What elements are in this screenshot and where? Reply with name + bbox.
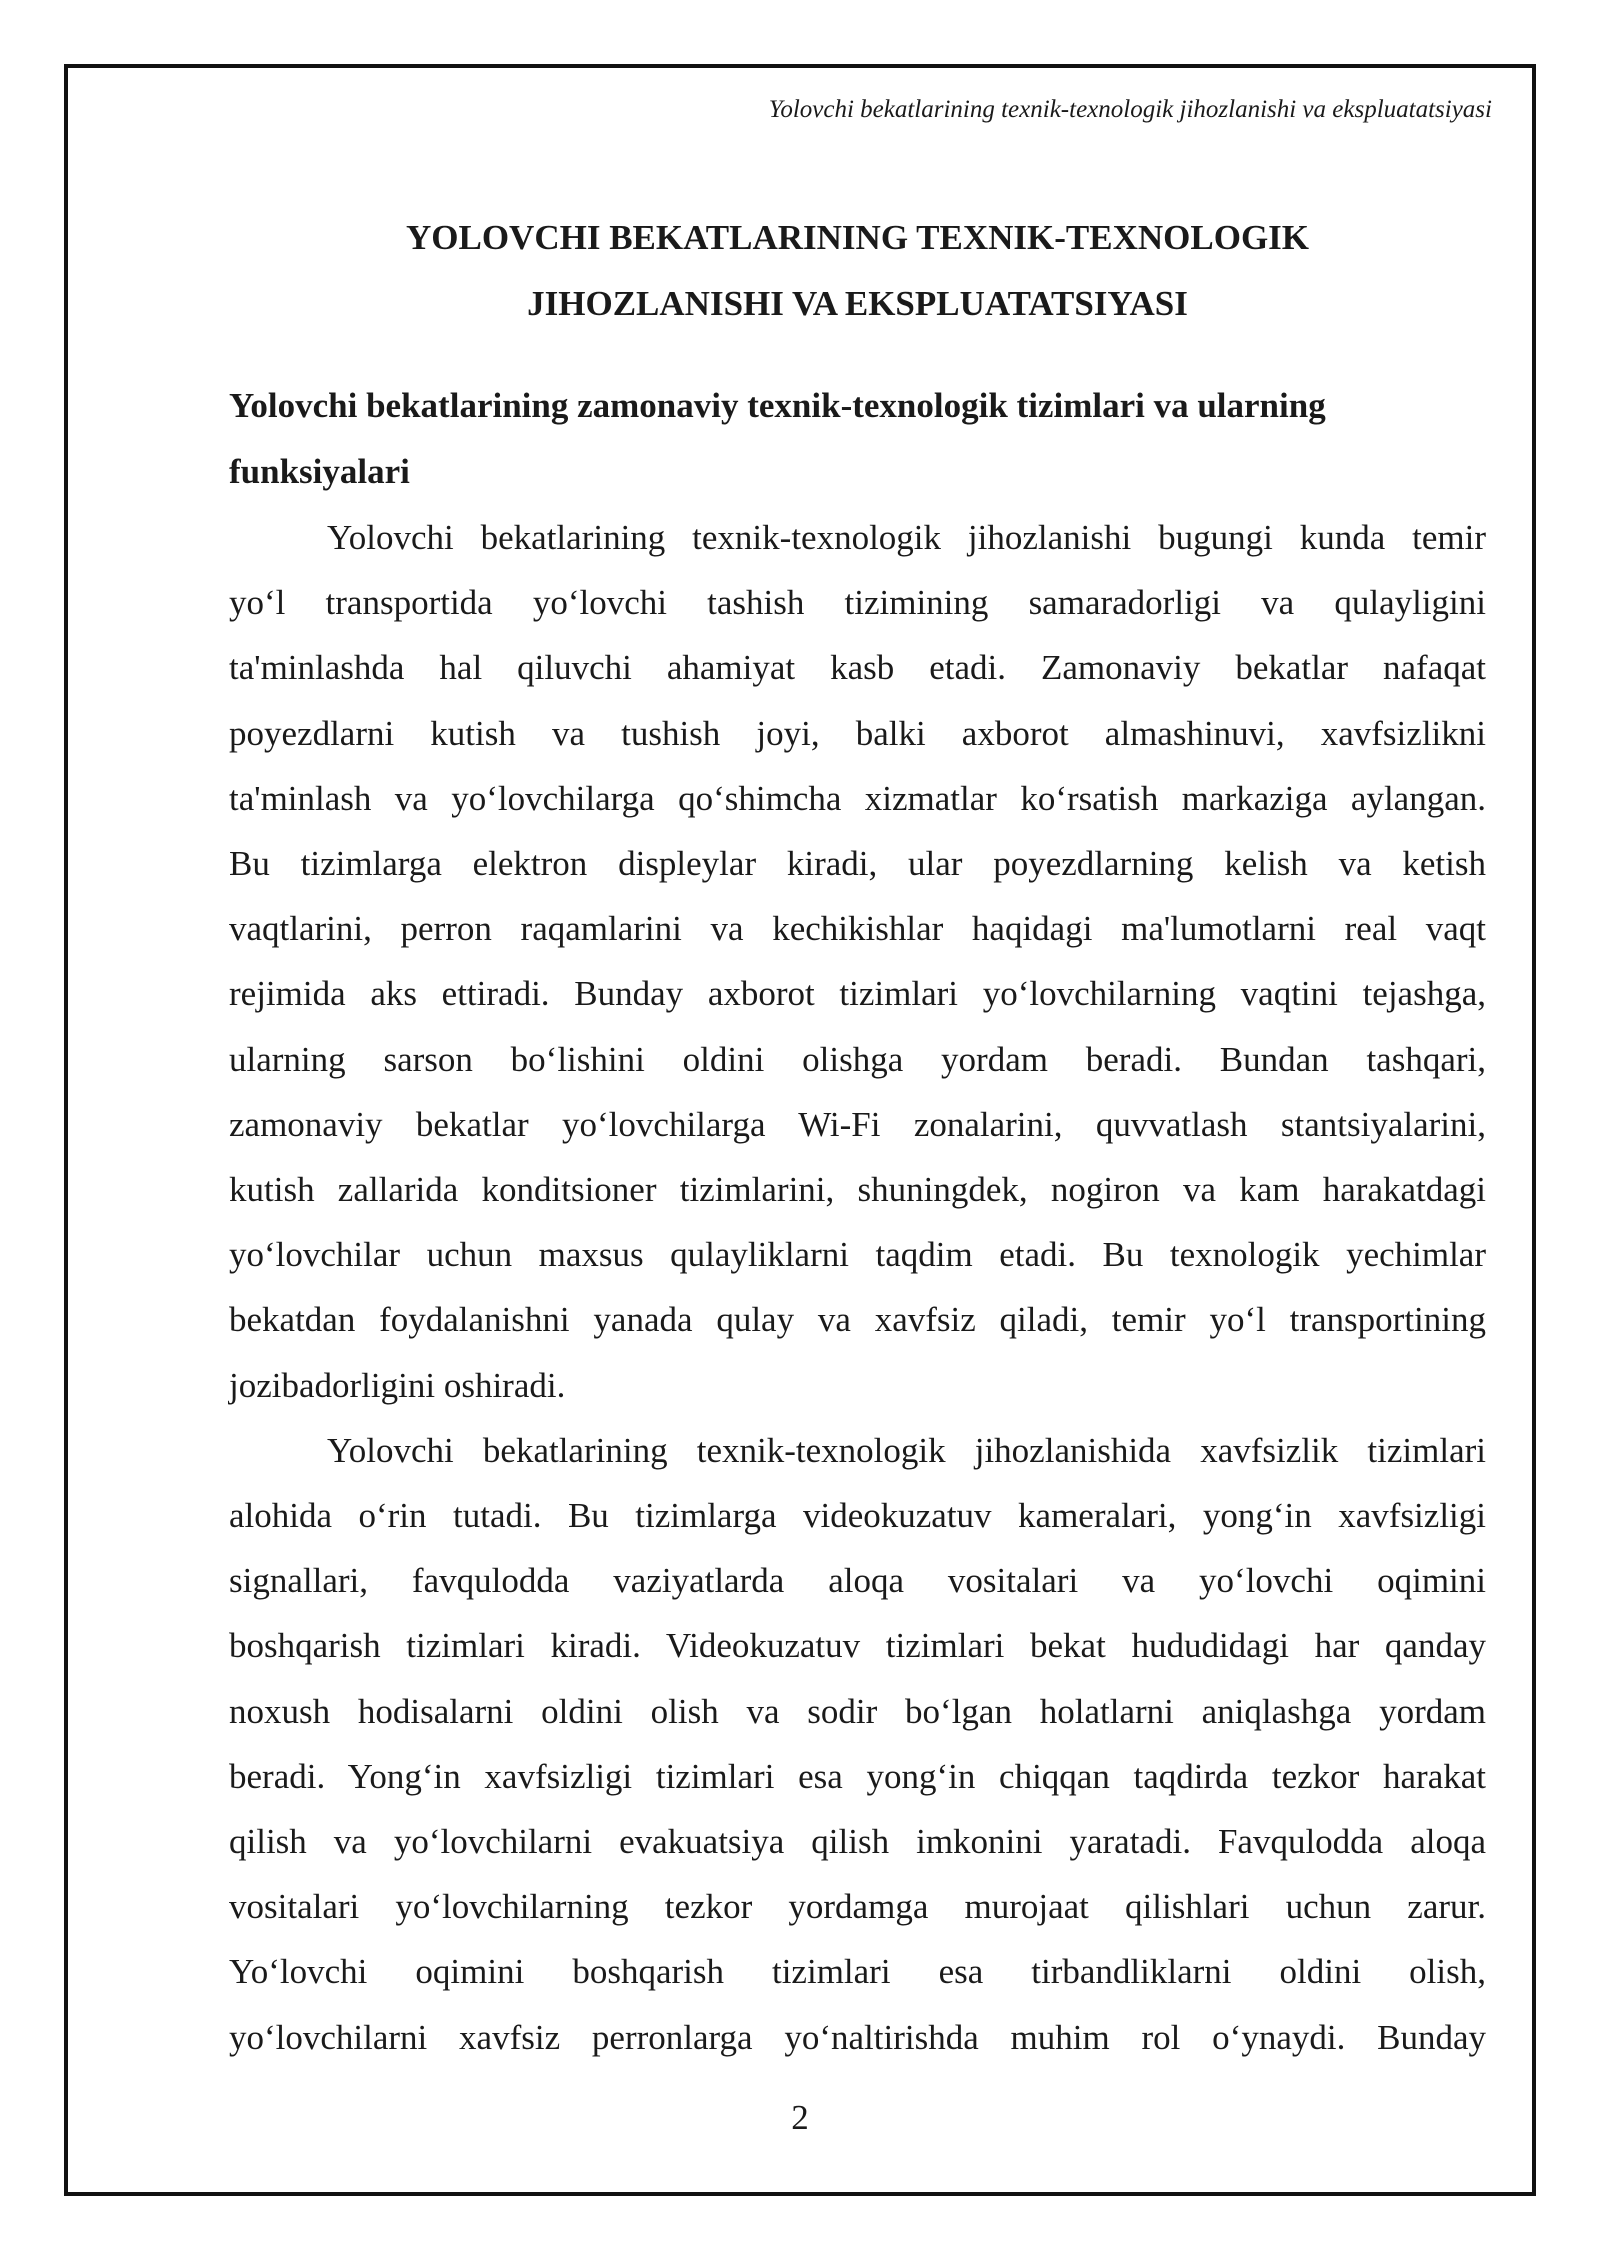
paragraph-line: ta'minlashda hal qiluvchi ahamiyat kasb etadi. Zamonaviy bekatlar nafaqat (229, 648, 1486, 688)
paragraph-line: vositalari yo‘lovchilarning tezkor yordamga murojaat qilishlari uchun zarur. (229, 1887, 1486, 1927)
page-content (229, 205, 1486, 2070)
paragraph-line: beradi. Yong‘in xavfsizligi tizimlari esa yong‘in chiqqan taqdirda tezkor harakat (229, 1756, 1486, 1796)
document-title-line: YOLOVCHI BEKATLARINING TEXNIK-TEXNOLOGIK (405, 218, 1310, 257)
document-title-line: JIHOZLANISHI VA EKSPLUATATSIYASI (527, 284, 1188, 323)
paragraph-line: jozibadorligini oshiradi. (229, 1365, 566, 1405)
section-heading (229, 373, 1486, 505)
paragraph-line: poyezdlarni kutish va tushish joyi, balki axborot almashinuvi, xavfsizlikni (229, 713, 1486, 753)
paragraph-line: Yo‘lovchi oqimini boshqarish tizimlari esa tirbandliklarni oldini olish, (229, 1952, 1486, 1992)
paragraph-line: signallari, favqulodda vaziyatlarda aloqa vositalari va yo‘lovchi oqimini (229, 1561, 1486, 1601)
document-title (229, 205, 1486, 337)
paragraph-line: Yolovchi bekatlarining texnik-texnologik jihozlanishi bugungi kunda temir (327, 518, 1486, 557)
paragraph-line: Bu tizimlarga elektron displeylar kiradi, ular poyezdlarning kelish va ketish (229, 844, 1486, 884)
section-heading-line: Yolovchi bekatlarining zamonaviy texnik-texnologik tizimlari va ularning (229, 386, 1326, 425)
paragraph-line: alohida o‘rin tutadi. Bu tizimlarga videokuzatuv kameralari, yong‘in xavfsizligi (229, 1496, 1486, 1536)
paragraph-line: ta'minlash va yo‘lovchilarga qo‘shimcha xizmatlar ko‘rsatish markaziga aylangan. (229, 778, 1486, 818)
paragraph-line: rejimida aks ettiradi. Bunday axborot tizimlari yo‘lovchilarning vaqtini tejashga, (229, 974, 1486, 1014)
paragraph-line: yo‘l transportida yo‘lovchi tashish tizimining samaradorligi va qulayligini (229, 583, 1486, 623)
running-header: Yolovchi bekatlarining texnik-texnologik jihozlanishi va ekspluatatsiyasi (768, 96, 1492, 123)
paragraph-line: vaqtlarini, perron raqamlarini va kechikishlar haqidagi ma'lumotlarni real vaqt (229, 909, 1486, 949)
body-paragraph (229, 505, 1486, 1418)
paragraph-line: kutish zallarida konditsioner tizimlarini, shuningdek, nogiron va kam harakatdagi (229, 1170, 1486, 1210)
paragraph-line: ularning sarson bo‘lishini oldini olishga yordam beradi. Bundan tashqari, (229, 1039, 1486, 1079)
paragraph-line: yo‘lovchilarni xavfsiz perronlarga yo‘naltirishda muhim rol o‘ynaydi. Bunday (229, 2017, 1486, 2057)
page-number: 2 (791, 2098, 809, 2137)
body-paragraph (229, 1418, 1486, 2070)
paragraph-line: bekatdan foydalanishni yanada qulay va xavfsiz qiladi, temir yo‘l transportining (229, 1300, 1486, 1340)
paragraph-line: qilish va yo‘lovchilarni evakuatsiya qilish imkonini yaratadi. Favqulodda aloqa (229, 1822, 1486, 1862)
section-heading-line: funksiyalari (229, 452, 410, 491)
paragraph-line: yo‘lovchilar uchun maxsus qulayliklarni taqdim etadi. Bu texnologik yechimlar (229, 1235, 1486, 1275)
paragraph-line: Yolovchi bekatlarining texnik-texnologik jihozlanishida xavfsizlik tizimlari (327, 1430, 1486, 1470)
paragraph-line: boshqarish tizimlari kiradi. Videokuzatuv tizimlari bekat hududidagi har qanday (229, 1626, 1486, 1666)
paragraph-line: zamonaviy bekatlar yo‘lovchilarga Wi-Fi zonalarini, quvvatlash stantsiyalarini, (229, 1104, 1486, 1144)
paragraph-line: noxush hodisalarni oldini olish va sodir bo‘lgan holatlarni aniqlashga yordam (229, 1691, 1486, 1731)
